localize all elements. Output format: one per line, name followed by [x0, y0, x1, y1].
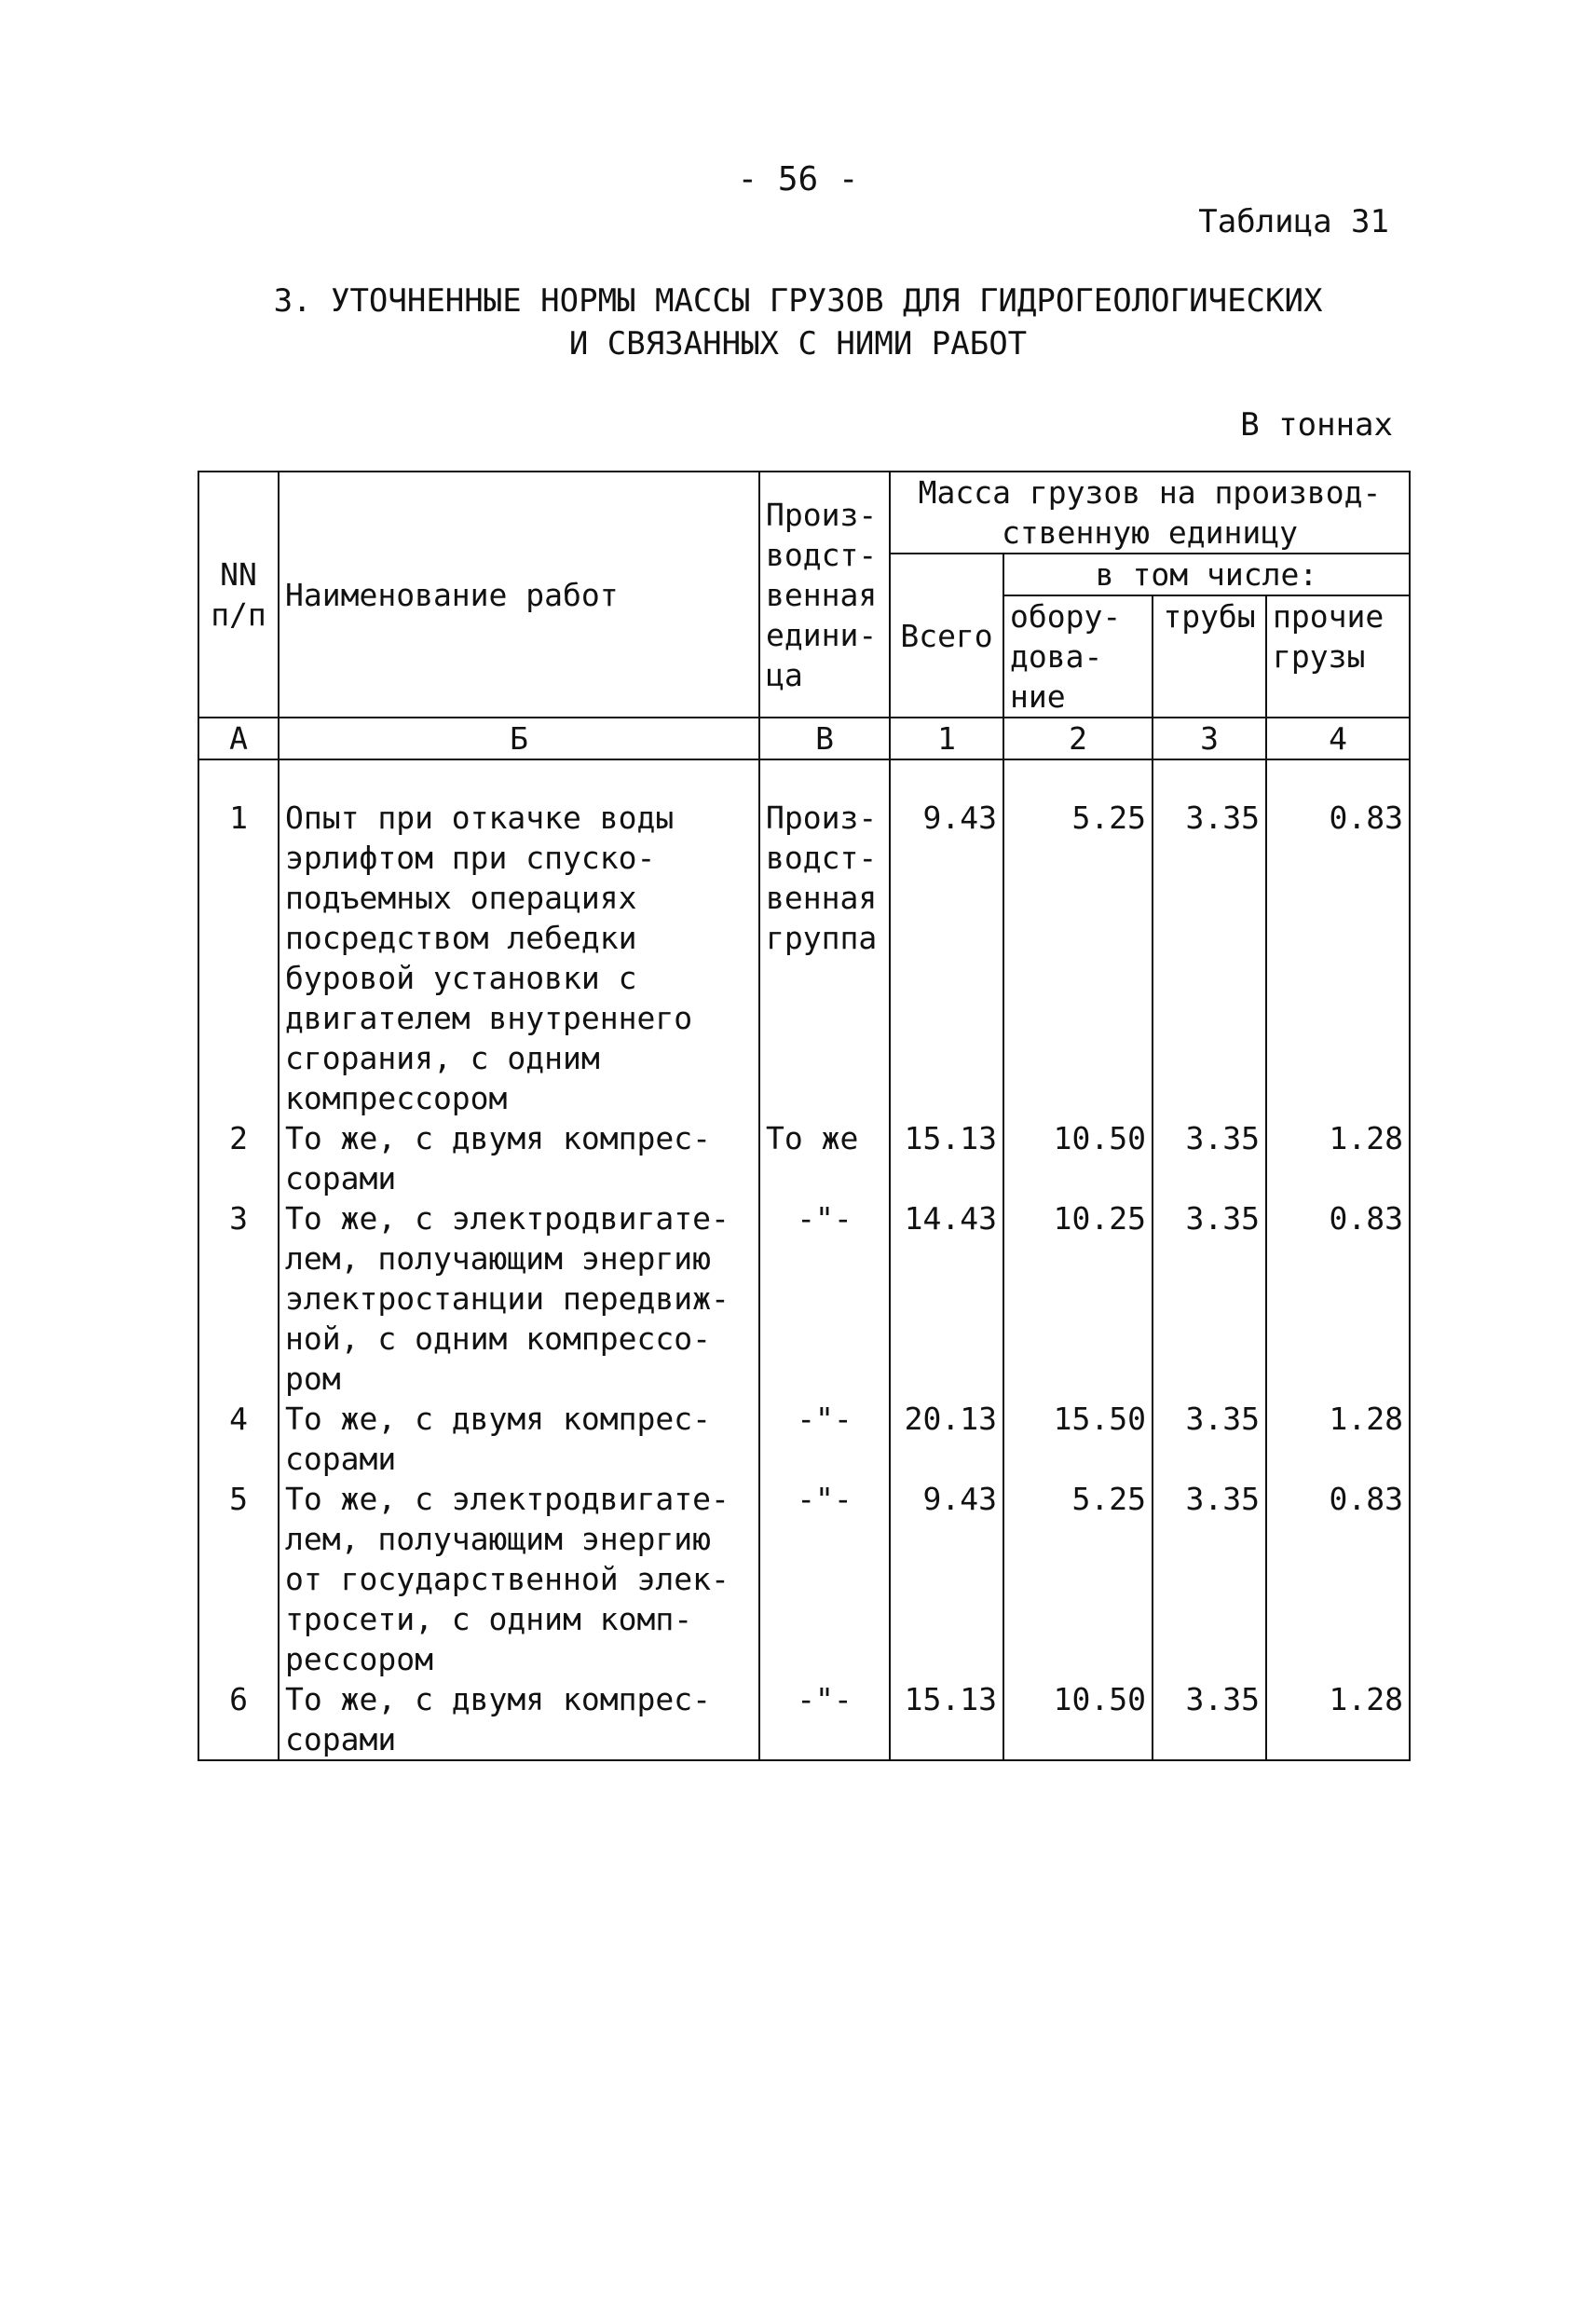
table-caption: Таблица 31	[1198, 203, 1389, 240]
header-mass-group: Масса грузов на производ- ственную единицу	[890, 472, 1410, 554]
document-title	[0, 280, 1596, 365]
row-name: То же, с двумя компрес- сорами	[279, 1399, 759, 1479]
row-name: То же, с двумя компрес- сорами	[279, 1679, 759, 1760]
row-pipes: 3.35	[1153, 1679, 1266, 1760]
table-row	[198, 1679, 1410, 1760]
col-label-3: 3	[1153, 718, 1266, 759]
page-number: - 56 -	[737, 160, 859, 198]
col-label-a: А	[198, 718, 279, 759]
column-labels-row	[198, 718, 1410, 759]
col-label-2: 2	[1003, 718, 1153, 759]
header-total: Всего	[890, 554, 1003, 718]
row-unit: Произ- водст- венная группа	[759, 798, 890, 1118]
row-equipment: 5.25	[1003, 1479, 1153, 1679]
row-unit: -"-	[759, 1679, 890, 1760]
row-nn: 5	[198, 1479, 279, 1679]
row-other: 1.28	[1266, 1399, 1410, 1479]
row-other: 0.83	[1266, 1479, 1410, 1679]
row-other: 0.83	[1266, 798, 1410, 1118]
row-nn: 3	[198, 1198, 279, 1399]
row-nn: 4	[198, 1399, 279, 1479]
row-unit: -"-	[759, 1479, 890, 1679]
spacer-row	[198, 759, 1410, 798]
row-name: Опыт при откачке воды эрлифтом при спуско- подъемных операциях посредством лебедки буровой установки с двигателем внутреннего сгорания, с одним компрессором	[279, 798, 759, 1118]
row-nn: 2	[198, 1118, 279, 1198]
header-other: прочие грузы	[1266, 595, 1410, 718]
row-other: 0.83	[1266, 1198, 1410, 1399]
row-total: 14.43	[890, 1198, 1003, 1399]
row-unit: -"-	[759, 1399, 890, 1479]
row-pipes: 3.35	[1153, 1399, 1266, 1479]
row-name: То же, с электродвигате- лем, получающим энергию от государственной элек- тросети, с одним комп- рессором	[279, 1479, 759, 1679]
title-line-2: И СВЯЗАННЫХ С НИМИ РАБОТ	[568, 325, 1028, 362]
row-pipes: 3.35	[1153, 1118, 1266, 1198]
table-row	[198, 1479, 1410, 1679]
header-pipes: трубы	[1153, 595, 1266, 718]
header-name: Наименование работ	[279, 472, 759, 718]
row-total: 20.13	[890, 1399, 1003, 1479]
row-total: 15.13	[890, 1118, 1003, 1198]
row-equipment: 10.50	[1003, 1118, 1153, 1198]
norms-table	[198, 471, 1411, 1761]
row-equipment: 5.25	[1003, 798, 1153, 1118]
title-line-1: 3. УТОЧНЕННЫЕ НОРМЫ МАССЫ ГРУЗОВ ДЛЯ ГИДРОГЕОЛОГИЧЕСКИХ	[273, 282, 1323, 320]
row-other: 1.28	[1266, 1679, 1410, 1760]
row-name: То же, с двумя компрес- сорами	[279, 1118, 759, 1198]
row-total: 9.43	[890, 798, 1003, 1118]
row-equipment: 10.25	[1003, 1198, 1153, 1399]
header-including: в том числе:	[1003, 554, 1410, 595]
col-label-4: 4	[1266, 718, 1410, 759]
row-total: 15.13	[890, 1679, 1003, 1760]
header-equipment: обору- дова- ние	[1003, 595, 1153, 718]
table-row	[198, 798, 1410, 1118]
row-unit: То же	[759, 1118, 890, 1198]
table-row	[198, 1198, 1410, 1399]
header-nn: NN п/п	[198, 472, 279, 718]
row-pipes: 3.35	[1153, 798, 1266, 1118]
row-equipment: 10.50	[1003, 1679, 1153, 1760]
header-unit: Произ- водст- венная едини- ца	[759, 472, 890, 718]
row-name: То же, с электродвигате- лем, получающим энергию электростанции передвиж- ной, с одним компрессо- ром	[279, 1198, 759, 1399]
col-label-b: Б	[279, 718, 759, 759]
row-total: 9.43	[890, 1479, 1003, 1679]
units-label: В тоннах	[1240, 406, 1393, 444]
row-equipment: 15.50	[1003, 1399, 1153, 1479]
col-label-v: В	[759, 718, 890, 759]
header-row-1	[198, 472, 1410, 554]
row-nn: 1	[198, 798, 279, 1118]
row-nn: 6	[198, 1679, 279, 1760]
row-other: 1.28	[1266, 1118, 1410, 1198]
table-row	[198, 1118, 1410, 1198]
row-pipes: 3.35	[1153, 1198, 1266, 1399]
row-pipes: 3.35	[1153, 1479, 1266, 1679]
table-row	[198, 1399, 1410, 1479]
col-label-1: 1	[890, 718, 1003, 759]
row-unit: -"-	[759, 1198, 890, 1399]
